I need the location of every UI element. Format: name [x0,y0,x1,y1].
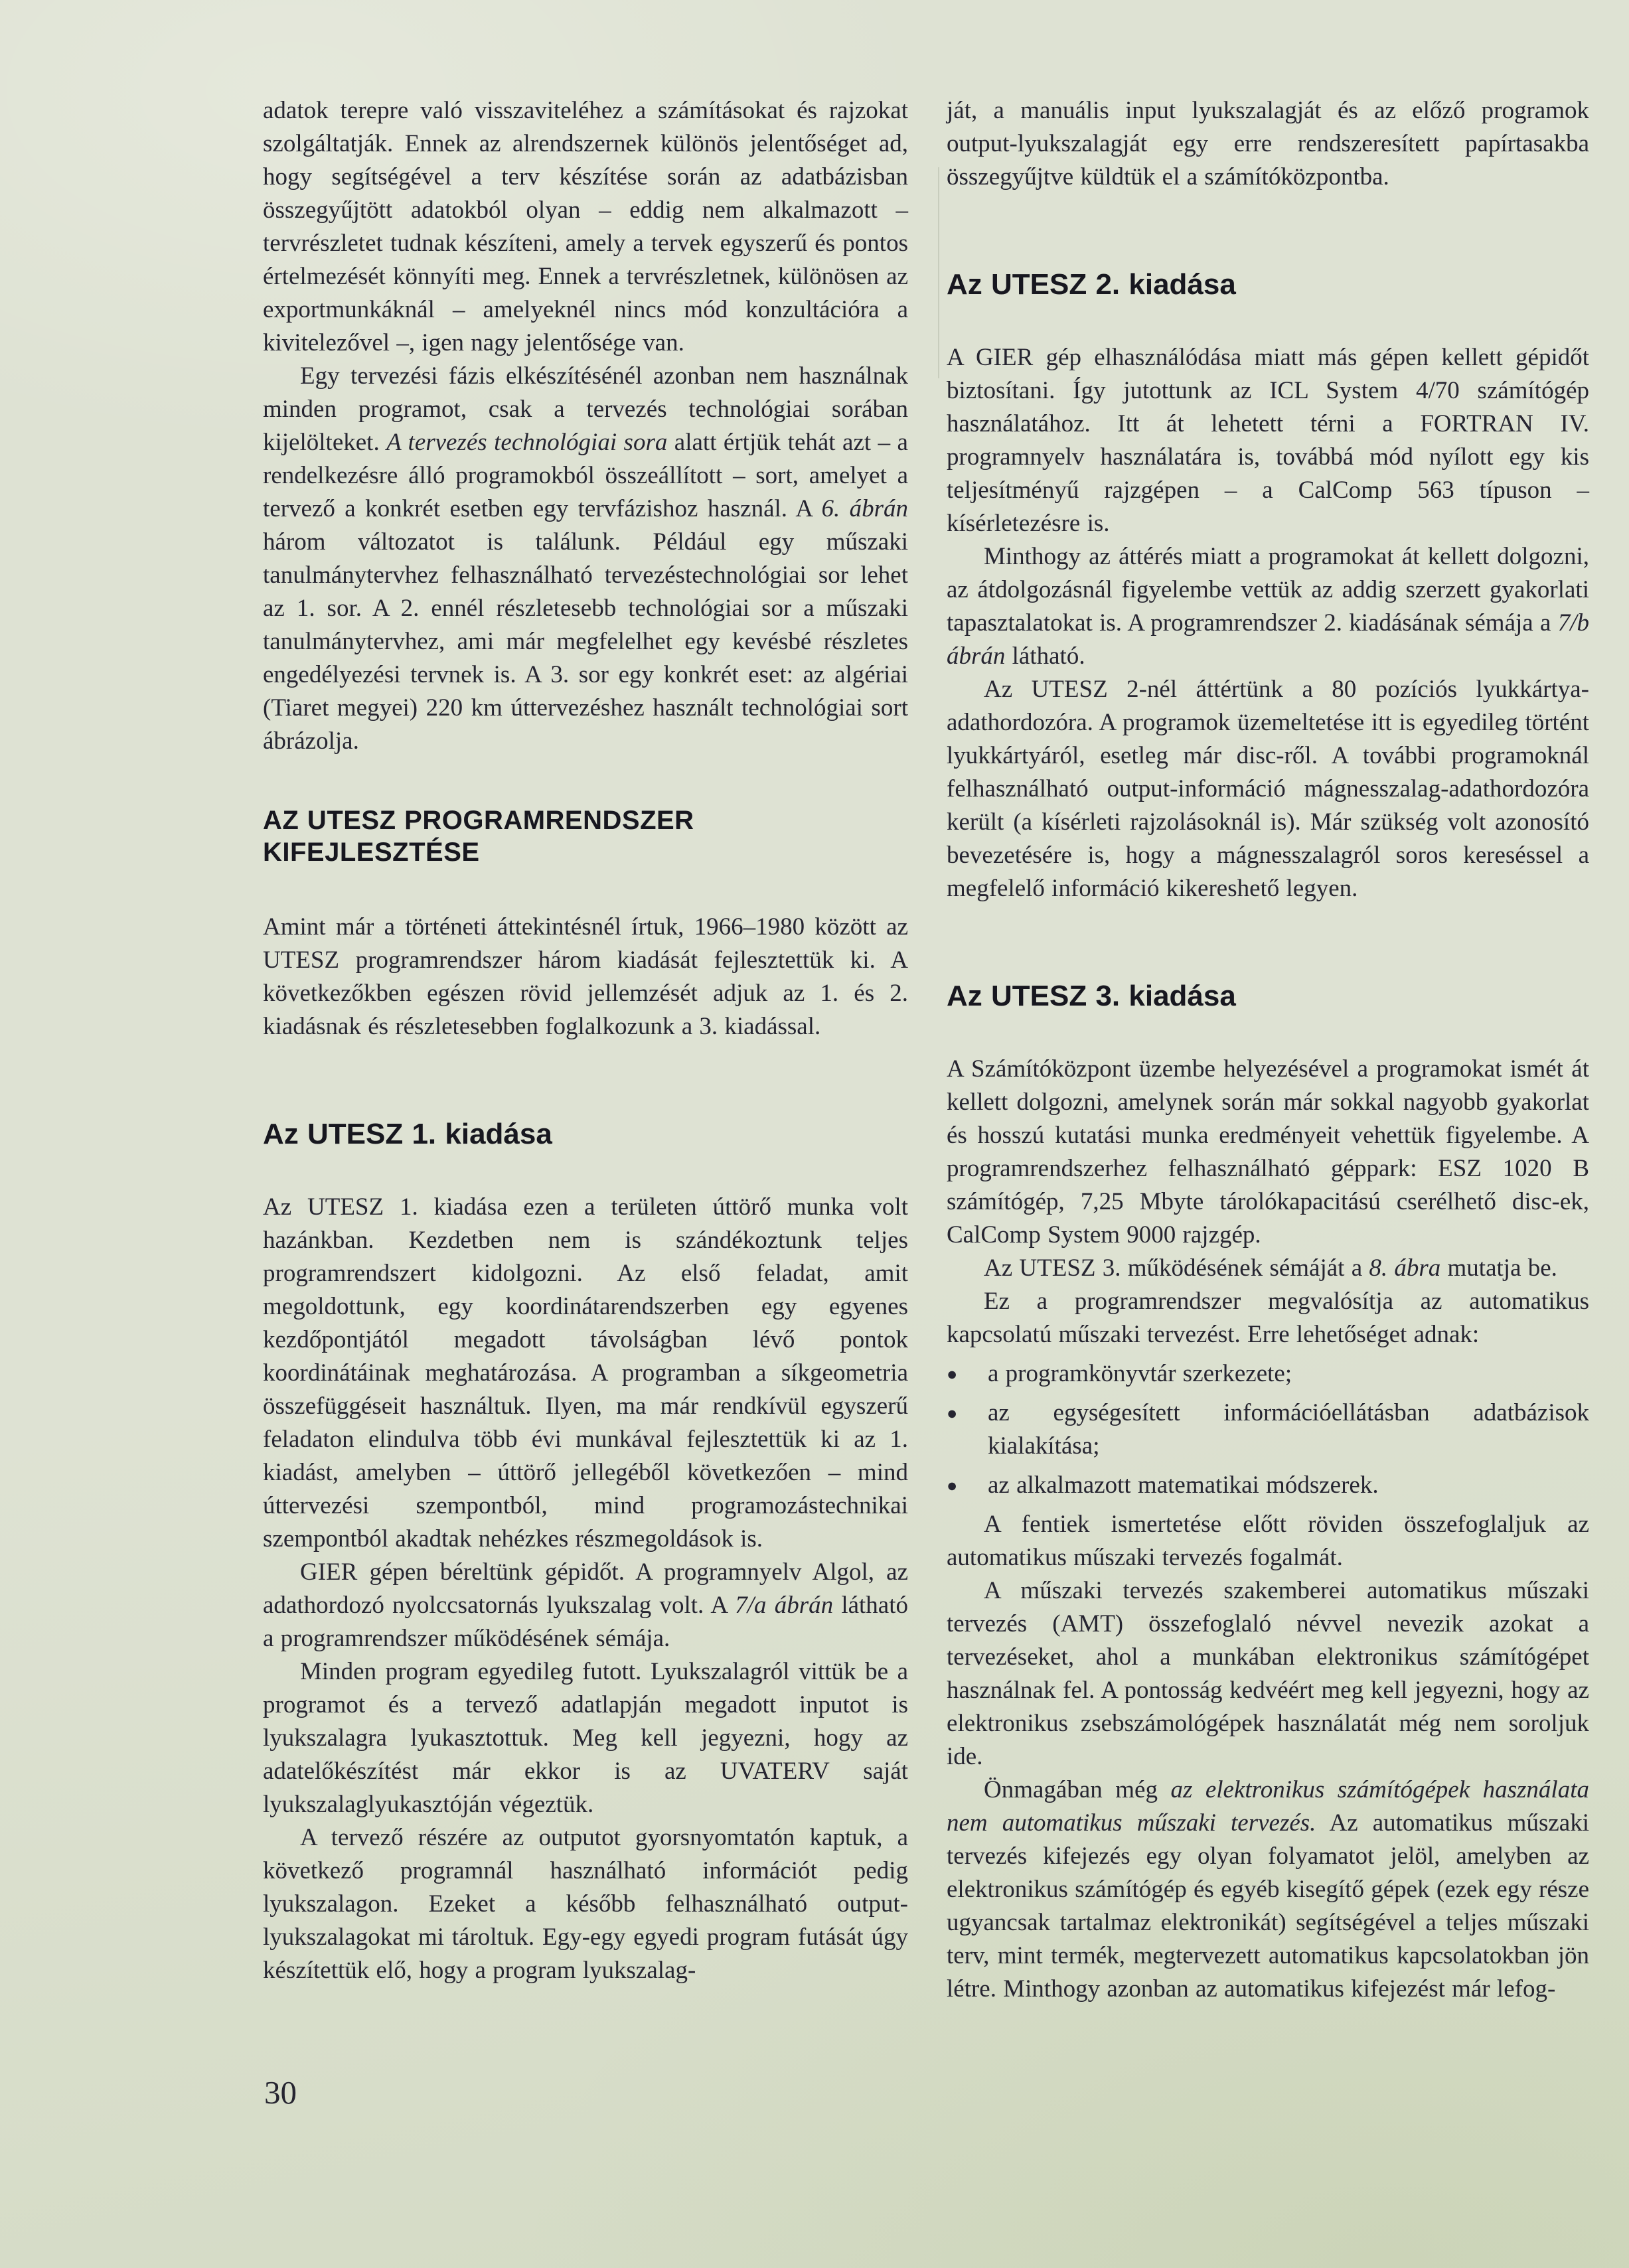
body-paragraph [263,360,908,758]
bullet-icon: ● [947,1403,958,1423]
italic-run: 8. ábra [1369,1254,1441,1282]
body-paragraph [263,911,908,1043]
bullet-icon: ● [947,1364,958,1384]
body-paragraph [263,1556,908,1655]
text-run: Az automatikus műszaki tervezés kifejezés egy olyan folyamatot jelöl, amelyben az elektronikus számítógép és egyéb kisegítő gépek (ezek egy része ugyancsak tartalmaz elektronikát) segítségével a teljes műszaki terv, mint termék, megtervezett automatikus kapcsolatokban jön létre. Minthogy azonban az automatikus kifejezést már lefog- [947,1809,1589,2003]
text-run: mutatja be. [1440,1254,1557,1282]
bullet-icon: ● [947,1475,958,1495]
text-run: A tervező részére az outputot gyorsnyomtatón kaptuk, a következő programnál használható információt pedig lyukszalagon. Ezeket a később felhasználható output-lyukszalagokat mi tároltuk. Egy-egy egyedi program futását úgy készítettük elő, hogy a program lyukszalag- [263,1824,908,1984]
body-paragraph [263,1655,908,1821]
text-run: ját, a manuális input lyukszalagját és az előző programok output-lyukszalagját egy erre rendszeresített papírtasakba összegyűjtve küldtük el a számítóközpontba. [947,97,1589,190]
subsection-heading: Az UTESZ 2. kiadása [947,268,1236,301]
bullet-text [988,1357,1589,1391]
right-column [947,94,1589,2006]
page-number: 30 [264,2074,297,2111]
text-run: adatok terepre való visszaviteléhez a számításokat és rajzokat szolgáltatják. Ennek az alrendszernek különös jelentőséget ad, hogy segítségével a terv készítése során az adatbázisban összegyűjtött adatokból olyan – eddig nem alkalmazott – tervrészletet tudnak készíteni, amely a tervek egyszerű és pontos értelmezését könnyíti meg. Ennek a tervrészletnek, különösen az exportmunkáknál – amelyeknél nincs mód konzultációra a kivitelezővel –, igen nagy jelentősége van. [263,97,908,356]
section-heading: AZ UTESZ PROGRAMRENDSZER KIFEJLESZTÉSE [263,806,694,867]
body-paragraph [947,1774,1589,2006]
text-run: három változatot is találunk. Például egy műszaki tanulmánytervhez felhasználható tervezéstechnológiai sor lehet az 1. sor. A 2. ennél részletesebb technológiai sor a műszaki tanulmánytervhez, ami már megfelelhet egy kevésbé részletes engedélyezési tervnek is. A 3. sor egy konkrét eset: az algériai (Tiaret megyei) 220 km úttervezéshez használt technológiai sort ábrázolja. [263,528,908,755]
text-run: Minthogy az áttérés miatt a programokat át kellett dolgozni, az átdolgozásnál figyelembe vettük az addig szerzett gyakorlati tapasztalatokat is. A programrendszer 2. kiadásának sémája a [947,543,1589,637]
bullet-text [988,1469,1589,1502]
body-paragraph [947,1508,1589,1574]
text-run: Az UTESZ 3. működésének sémáját a [984,1254,1369,1282]
subsection-heading: Az UTESZ 3. kiadása [947,980,1236,1012]
text-run: Amint már a történeti áttekintésnél írtuk, 1966–1980 között az UTESZ programrendszer három kiadását fejlesztettük ki. A következőkben egészen rövid jellemzését adjuk az 1. és 2. kiadásnak és részletesebben foglalkozunk a 3. kiadással. [263,913,908,1040]
body-paragraph [947,1574,1589,1774]
text-run: az egységesített információellátásban adatbázisok kialakítása; [988,1399,1589,1460]
subsection-heading: Az UTESZ 1. kiadása [263,1118,552,1150]
text-run: látható. [1005,643,1085,670]
italic-run: az elektronikus számítógépek használata nem automatikus műszaki tervezés. [947,1776,1589,1837]
text-run: A GIER gép elhasználódása miatt más gépen kellett gépidőt biztosítani. Így jutottunk az ICL System 4/70 számítógép használatához. Itt át lehetett térni a FORTRAN IV. programnyelv használatára is, továbbá mód nyílott egy kis teljesítményű rajzgépen – a CalComp 563 típuson – kísérletezésre is. [947,344,1589,537]
body-paragraph [947,540,1589,673]
body-paragraph [947,673,1589,905]
italic-run: 6. ábrán [821,495,908,522]
text-run: Minden program egyedileg futott. Lyukszalagról vittük be a programot és a tervező adatlapján megadott inputot is lyukszalagra lyukasztottuk. Meg kell jegyezni, hogy az adatelőkészítést már ekkor is az UVATERV saját lyukszalaglyukasztóján végeztük. [263,1658,908,1818]
bullet-list-item [947,1357,1589,1391]
bullet-text [988,1397,1589,1463]
text-run: a programkönyvtár szerkezete; [988,1360,1292,1387]
italic-run: A tervezés technológiai sora [386,429,668,456]
text-run: A Számítóközpont üzembe helyezésével a programokat ismét át kellett dolgozni, amelynek során már sokkal nagyobb gyakorlat és hosszú kutatási munka eredményeit vehettük figyelembe. A programrendszerhez felhasználható géppark: ESZ 1020 B számítógép, 7,25 Mbyte tárolókapacitású cserélhető disc-ek, CalComp System 9000 rajzgép. [947,1055,1589,1248]
text-run: A műszaki tervezés szakemberei automatikus műszaki tervezés (AMT) összefoglaló névvel nevezik azokat a tervezéseket, ahol a munkában elektronikus számítógépet használnak fel. A pontosság kedvéért meg kell jegyezni, hogy az elektronikus zsebszámológépek használatát még nem soroljuk ide. [947,1577,1589,1770]
left-column [263,94,908,1987]
italic-run: 7/a ábrán [735,1592,834,1619]
text-run: Önmagában még [984,1776,1171,1803]
body-paragraph [263,1821,908,1987]
text-run: Egy tervezési fázis elkészítésénél azonban nem használnak minden programot, csak a tervezés technológiai sorában kijelölteket. [263,362,908,456]
body-paragraph [263,1191,908,1556]
text-run: az alkalmazott matematikai módszerek. [988,1472,1379,1499]
bullet-list-item [947,1397,1589,1463]
text-run: alatt értjük tehát azt – a rendelkezésre álló programokból összeállított – sort, amelyet a tervező a konkrét esetben egy tervfázishoz használ. A [263,429,908,522]
scan-crease-line [938,167,939,378]
body-paragraph [947,1053,1589,1252]
text-run: Az UTESZ 2-nél áttértünk a 80 pozíciós lyukkártya-adathordozóra. A programok üzemeltetése itt is egyedileg történt lyukkártyáról, esetleg már disc-ről. A további programoknál felhasználható output-információ mágnesszalag-adathordozóra került (a kísérleti rajzolásoknál is). Már szükség volt azonosító bevezetésére is, hogy a mágnesszalagról soros kereséssel a megfelelő információ kikereshető legyen. [947,676,1589,902]
body-paragraph [947,1252,1589,1285]
italic-run: 7/b ábrán [947,609,1589,670]
body-paragraph [947,1285,1589,1351]
body-paragraph [947,341,1589,540]
body-paragraph [263,94,908,360]
text-run: Az UTESZ 1. kiadása ezen a területen úttörő munka volt hazánkban. Kezdetben nem is szándékoztunk teljes programrendszert kidolgozni. Az első feladat, amit megoldottunk, egy koordinátarendszerben egy egyenes kezdőpontjától megadott távolságban lévő pontok koordinátáinak meghatározása. A programban a síkgeometria összefüggéseit használtuk. Ilyen, ma már rendkívül egyszerű feladaton elindulva több évi munkával fejlesztettük ki az 1. kiadást, amelyben – úttörő jellegéből következően – mind úttervezési szempontból, mind programozástechnikai szempontból akadtak nehézkes részmegoldások is. [263,1193,908,1552]
bullet-list-item [947,1469,1589,1502]
text-run: A fentiek ismertetése előtt röviden összefoglaljuk az automatikus műszaki tervezés fogalmát. [947,1511,1589,1571]
text-run: látható a programrendszer működésének sémája. [263,1592,908,1652]
body-paragraph [947,94,1589,194]
text-run: GIER gépen béreltünk gépidőt. A programnyelv Algol, az adathordozó nyolccsatornás lyukszalag volt. A [263,1558,908,1619]
text-run: Ez a programrendszer megvalósítja az automatikus kapcsolatú műszaki tervezést. Erre lehetőséget adnak: [947,1288,1589,1348]
